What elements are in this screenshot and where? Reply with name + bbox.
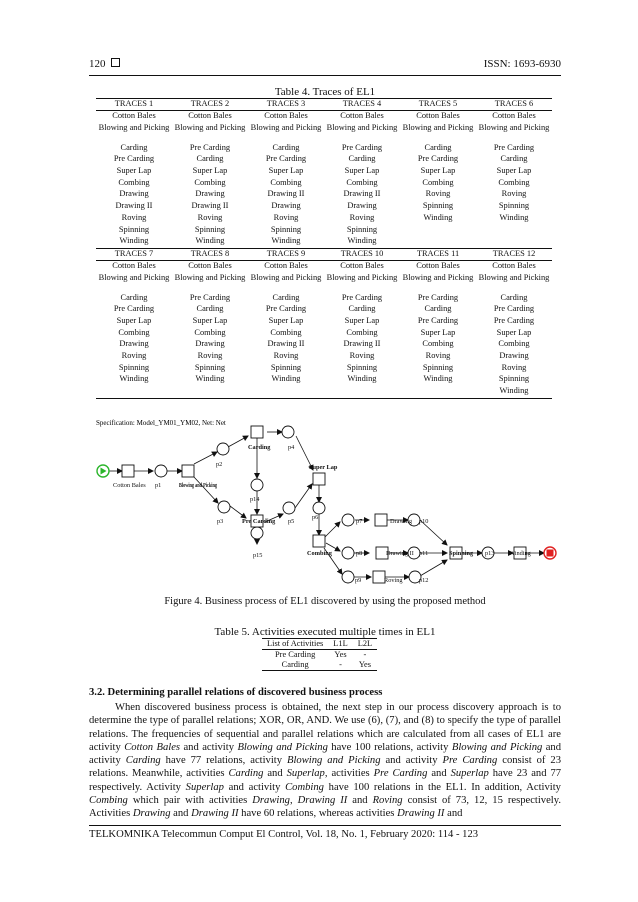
label-p8: p8	[356, 550, 363, 557]
place-p6	[313, 502, 325, 514]
activity-name: Blowing and Picking	[287, 755, 381, 767]
table4-cell: Blowing and Picking	[478, 122, 550, 132]
table4-header: TRACES 7	[96, 248, 172, 260]
table4-row	[96, 143, 552, 155]
activity-name: Superlap	[185, 781, 224, 793]
label-winding: Winding	[509, 550, 531, 557]
table4-cell: Combing	[346, 327, 378, 337]
text-run: ,	[289, 795, 298, 807]
table4-cell: Super Lap	[420, 327, 456, 337]
transition-blowing-picking	[182, 465, 194, 477]
table4-cell: Cotton Bales	[264, 260, 308, 270]
table4-cell: Pre Carding	[417, 315, 459, 325]
transition-combing	[313, 535, 325, 547]
activity-name: Combing	[285, 781, 324, 793]
table4-cell: Drawing II	[115, 201, 153, 211]
table4-cell: Spinning	[498, 201, 530, 211]
table4-cell: Super Lap	[268, 315, 304, 325]
table4-cell: Combing	[422, 177, 454, 187]
label-p9: p9	[355, 577, 362, 584]
table4-cell: Blowing and Picking	[402, 122, 474, 132]
footer-rule	[89, 825, 561, 826]
activity-name: Drawing II	[191, 808, 239, 820]
table4-cell: Roving	[349, 212, 375, 222]
table4-cell	[476, 225, 552, 237]
net-labels	[113, 444, 532, 584]
table4-cell: Pre Carding	[265, 154, 307, 164]
table4-cell: Cotton Bales	[188, 111, 232, 120]
table4-cell: Spinning	[118, 224, 150, 234]
label-p6: p6	[312, 514, 319, 521]
activity-name: Cotton Bales	[124, 741, 181, 753]
table4-cell: Spinning	[422, 362, 454, 372]
label-p10: p10	[419, 518, 429, 525]
transition-carding	[251, 426, 263, 438]
table4-row	[96, 213, 552, 225]
table4-cell: Cotton Bales	[492, 111, 536, 120]
table4-header-row	[96, 99, 552, 111]
table4-cell: Winding	[499, 212, 529, 222]
label-p1: p1	[155, 482, 162, 489]
table4-cell: Drawing II	[267, 339, 305, 349]
place-p3	[218, 501, 230, 513]
header-rule	[89, 75, 561, 76]
table4-cell: Roving	[501, 362, 527, 372]
table4-cell: Blowing and Picking	[174, 122, 246, 132]
text-run: , activities	[324, 768, 374, 780]
table4-cell: Cotton Bales	[112, 260, 156, 270]
stop-icon	[547, 550, 554, 557]
table4-cell: Blowing and Picking	[478, 272, 550, 282]
table4-cell: Blowing and Picking	[402, 272, 474, 282]
table4-cell	[96, 386, 172, 398]
table4-cell: Drawing	[195, 339, 225, 349]
table4-caption: Table 4. Traces of EL1	[274, 86, 376, 98]
issn: ISSN: 1693-6930	[483, 58, 561, 70]
table5-caption: Table 5. Activities executed multiple times in EL1	[214, 626, 436, 638]
table4-cell: Roving	[197, 212, 223, 222]
table4-cell: Cotton Bales	[492, 260, 536, 270]
table4-cell: Pre Carding	[341, 142, 383, 152]
table4-cell: Pre Carding	[493, 304, 535, 314]
net-places	[97, 426, 556, 583]
table4-cell: Winding	[347, 374, 377, 384]
table4-cell	[248, 386, 324, 398]
table4-cell: Winding	[119, 374, 149, 384]
table4-row	[96, 260, 552, 272]
activity-name: Carding	[228, 768, 264, 780]
table4-cell: Drawing II	[191, 201, 229, 211]
table4-header: TRACES 11	[400, 248, 476, 260]
text-run: and	[170, 808, 192, 820]
table4-cell: Spinning	[194, 362, 226, 372]
label-super-lap: Super Lap	[309, 464, 338, 471]
petri-net-svg	[89, 414, 569, 589]
table4-cell: Combing	[498, 177, 530, 187]
table4-cell: Pre Carding	[417, 292, 459, 302]
table4-header: TRACES 4	[324, 99, 400, 111]
table4-row	[96, 236, 552, 248]
label-p13: p13	[485, 550, 495, 557]
table5-header: List of Activities	[262, 639, 328, 650]
table4-cell: Combing	[118, 177, 150, 187]
table4-cell: Carding	[196, 154, 224, 164]
table4-cell: Drawing	[271, 201, 301, 211]
text-run: and	[427, 768, 451, 780]
table4-row	[96, 123, 552, 143]
place-p1	[155, 465, 167, 477]
table4-cell: Combing	[422, 339, 454, 349]
table4-cell	[172, 386, 248, 398]
page-header	[89, 58, 561, 74]
table4-cell: Spinning	[346, 362, 378, 372]
table4-cell: Cotton Bales	[340, 111, 384, 120]
table4-cell: Spinning	[270, 224, 302, 234]
table4-row	[96, 273, 552, 293]
table4-cell: Super Lap	[496, 327, 532, 337]
activity-name: Pre Carding	[373, 768, 428, 780]
table4-cell: Drawing	[119, 339, 149, 349]
table4-header: TRACES 6	[476, 99, 552, 111]
body-paragraph	[89, 701, 561, 821]
table4-cell: Combing	[346, 177, 378, 187]
table4-cell: Winding	[248, 236, 324, 248]
table4-cell: Carding	[424, 142, 452, 152]
label-blowing-and: Blowing and Picking	[179, 482, 218, 489]
label-pre-carding: Pre Carding	[242, 518, 276, 525]
table4-row	[96, 178, 552, 190]
text-run: and	[263, 768, 287, 780]
table4-cell	[400, 225, 476, 237]
table4-row	[96, 328, 552, 340]
table4-cell: Winding	[172, 236, 248, 248]
table4-cell: Winding	[423, 212, 453, 222]
transition-drawing	[375, 514, 387, 526]
table4-cell: Roving	[501, 189, 527, 199]
label-p15: p15	[253, 552, 263, 559]
table4-cell: Super Lap	[116, 166, 152, 176]
table4-cell: Pre Carding	[417, 154, 459, 164]
table5-cell: Pre Carding	[275, 650, 316, 659]
text-run: consist of 73, 12, 15 respectively. Activities	[89, 795, 561, 820]
label-p7: p7	[356, 518, 363, 525]
page-number: 120	[89, 58, 120, 70]
table4-cell: Spinning	[422, 201, 454, 211]
label-spinning: Spinning	[449, 550, 474, 557]
table4-cell: Roving	[349, 351, 375, 360]
text-run: have 23 and 77 respectively. Activity	[89, 768, 562, 793]
table4-header: TRACES 9	[248, 248, 324, 260]
table4-cell: Roving	[273, 212, 299, 222]
label-carding: Carding	[248, 444, 271, 451]
table4-header-row	[96, 248, 552, 260]
label-p14: p14	[250, 496, 260, 503]
table4-cell: Combing	[498, 339, 530, 349]
table4-cell: Super Lap	[420, 166, 456, 176]
table4-cell: Winding	[324, 236, 400, 248]
table4-cell: Spinning	[270, 362, 302, 372]
table4-cell: Carding	[424, 304, 452, 314]
table4-cell: Winding	[96, 236, 172, 248]
table4-cell: Winding	[195, 374, 225, 384]
text-run: and activity	[89, 741, 562, 767]
table4-cell: Roving	[273, 351, 299, 360]
table4-cell: Super Lap	[496, 166, 532, 176]
text-run: and activity	[380, 755, 443, 767]
activity-name: Superlap	[286, 768, 325, 780]
table4-cell: Cotton Bales	[188, 260, 232, 270]
activity-name: Drawing	[132, 808, 171, 820]
activity-name: Blowing and Picking	[237, 741, 328, 753]
table4-cell: Blowing and Picking	[98, 122, 170, 132]
activity-name: Drawing II	[397, 808, 445, 820]
table4-cell	[324, 386, 400, 398]
label-drawing-ii: Drawing II	[386, 550, 414, 557]
activity-name: Combing	[89, 795, 128, 807]
table4-cell: Pre Carding	[113, 154, 155, 164]
table4-cell	[400, 236, 476, 248]
table4-cell: Carding	[120, 142, 148, 152]
page-footer: TELKOMNIKA Telecommun Comput El Control, Vol. 18, No. 1, February 2020: 114 - 123	[89, 829, 479, 840]
table4-header: TRACES 3	[248, 99, 324, 111]
text-run: When discovered business process is obtained, the next step in our process discovery approach is to determine the type of parallel relations; XOR, OR, AND. We use (6), (7), and (8) to specify the type of parallel relations. The frequencies of sequential and parallel relations which are calculated from all cases of EL1 are activity	[89, 702, 561, 753]
place-p7	[342, 514, 354, 526]
activity-name: Blowing and Picking	[451, 741, 543, 753]
table5-header-row	[262, 639, 377, 650]
table5-cell: Yes	[334, 650, 347, 659]
table4-cell	[476, 236, 552, 248]
table4-cell: Winding	[476, 386, 552, 398]
table4-cell: Winding	[271, 374, 301, 384]
table4-cell: Cotton Bales	[416, 260, 460, 270]
text-run: consist of 23 relations. Meanwhile, activities	[89, 755, 562, 780]
table4-cell: Spinning	[498, 374, 530, 384]
figure4-petri-net	[89, 414, 569, 589]
table5-cell: Yes	[353, 660, 377, 671]
table4-header: TRACES 2	[172, 99, 248, 111]
table4-cell: Carding	[500, 292, 528, 302]
table4-row	[96, 293, 552, 305]
text-run: and	[444, 808, 463, 820]
table4-cell: Carding	[348, 154, 376, 164]
place-p9	[342, 571, 354, 583]
table4-cell: Drawing	[347, 201, 377, 211]
table4-cell: Combing	[194, 177, 226, 187]
label-cotton-bales: Cotton Bales	[113, 482, 146, 489]
table4-cell: Drawing	[195, 189, 225, 199]
table4-cell: Drawing II	[343, 339, 381, 349]
table4-row	[96, 339, 552, 351]
table4-cell: Cotton Bales	[112, 111, 156, 120]
text-run: have 60 relations, whereas activities	[238, 808, 398, 820]
text-run: have 100 relations in the EL1. In addition, Activity	[323, 781, 561, 793]
table4-cell: Pre Carding	[493, 142, 535, 152]
table4-cell: Pre Carding	[189, 292, 231, 302]
table4-row	[96, 304, 552, 316]
table4-header: TRACES 5	[400, 99, 476, 111]
table4-row	[96, 154, 552, 166]
table4-cell: Roving	[425, 189, 451, 199]
label-p4: p4	[288, 444, 295, 451]
label-p12: p12	[419, 577, 429, 584]
table5	[262, 638, 377, 671]
table4-cell: Blowing and Picking	[250, 122, 322, 132]
table4-cell: Carding	[348, 304, 376, 314]
table4-cell: Combing	[270, 327, 302, 337]
table4	[96, 98, 552, 399]
text-run: have 77 relations, activity	[160, 755, 288, 767]
table4-header: TRACES 10	[324, 248, 400, 260]
activity-name: Roving	[372, 795, 403, 807]
activity-name: Carding	[125, 755, 161, 767]
table5-header: L2L	[353, 639, 377, 650]
table4-cell: Super Lap	[192, 166, 228, 176]
table4-cell: Blowing and Picking	[250, 272, 322, 282]
table4-cell: Drawing	[499, 351, 529, 360]
label-p2: p2	[216, 461, 223, 468]
table4-header: TRACES 8	[172, 248, 248, 260]
table4-cell: Pre Carding	[265, 304, 307, 314]
table4-cell: Super Lap	[344, 166, 380, 176]
activity-name: Superlap	[450, 768, 489, 780]
table4-row	[96, 351, 552, 363]
table4-cell: Roving	[121, 351, 147, 360]
label-combing: Combing	[307, 550, 332, 557]
label-drawing: Drawing	[390, 518, 413, 525]
table4-cell: Spinning	[194, 224, 226, 234]
label-p3: p3	[217, 518, 224, 525]
table4-row	[96, 225, 552, 237]
transition-cotton-bales	[122, 465, 134, 477]
figure4-caption: Figure 4. Business process of EL1 discovered by using the proposed method	[164, 596, 486, 607]
table4-cell: Drawing II	[267, 189, 305, 199]
table4-cell: Cotton Bales	[264, 111, 308, 120]
table4-cell: Spinning	[118, 362, 150, 372]
table4-cell: Blowing and Picking	[98, 272, 170, 282]
table4-cell: Combing	[194, 327, 226, 337]
table4-cell: Carding	[120, 292, 148, 302]
label-roving: Roving	[384, 577, 403, 584]
table4-cell: Spinning	[346, 224, 378, 234]
place-p8	[342, 547, 354, 559]
table5-cell: Carding	[262, 660, 328, 671]
table4-cell: Super Lap	[116, 315, 152, 325]
table4-cell: Super Lap	[344, 315, 380, 325]
table4-cell: Drawing	[119, 189, 149, 199]
table4-row	[96, 316, 552, 328]
table4-cell: Pre Carding	[341, 292, 383, 302]
activity-name: Drawing II	[297, 795, 348, 807]
transition-super-lap	[313, 473, 325, 485]
table4-cell: Combing	[118, 327, 150, 337]
label-p5: p5	[288, 518, 295, 525]
table5-row	[262, 660, 377, 671]
table5-cell: -	[363, 650, 367, 659]
table4-cell: Carding	[272, 142, 300, 152]
table4-cell: Roving	[425, 351, 451, 360]
text-run: and activity	[223, 781, 286, 793]
table4-cell: Super Lap	[268, 166, 304, 176]
place-p2	[217, 443, 229, 455]
table4-row	[96, 111, 552, 123]
table4-header: TRACES 1	[96, 99, 172, 111]
table4-cell: Pre Carding	[189, 142, 231, 152]
table4-cell: Carding	[272, 292, 300, 302]
section-heading: 3.2. Determining parallel relations of discovered business process	[89, 687, 383, 698]
table4-cell: Blowing and Picking	[174, 272, 246, 282]
table4-cell	[400, 386, 476, 398]
text-run: which pair with activities	[127, 795, 253, 807]
table4-cell: Roving	[121, 212, 147, 222]
table4-cell: Combing	[270, 177, 302, 187]
table4-cell: Drawing II	[343, 189, 381, 199]
table4-row	[96, 386, 552, 398]
table4-row	[96, 189, 552, 201]
section-body	[89, 701, 561, 821]
activity-name: Drawing	[252, 795, 290, 807]
table4-cell: Carding	[500, 154, 528, 164]
place-p4	[282, 426, 294, 438]
square-icon	[111, 58, 120, 67]
table4-cell: Blowing and Picking	[326, 272, 398, 282]
table4-row	[96, 166, 552, 178]
table5-cell: -	[328, 660, 352, 671]
place-p5	[283, 502, 295, 514]
table5-header: L1L	[328, 639, 352, 650]
table4-cell: Cotton Bales	[416, 111, 460, 120]
net-spec: Specification: Model_YM01_YM02, Net: Net	[96, 419, 226, 427]
place-p15	[251, 527, 263, 539]
text-run: have 100 relations, activity	[327, 741, 452, 753]
place-p14	[251, 479, 263, 491]
table4-row	[96, 363, 552, 375]
table4-cell: Pre Carding	[113, 304, 155, 314]
table5-row	[262, 650, 377, 661]
text-run: and	[347, 795, 373, 807]
table4-cell: Super Lap	[192, 315, 228, 325]
activity-name: Pre Carding	[442, 755, 498, 767]
table4-header: TRACES 12	[476, 248, 552, 260]
table4-cell: Blowing and Picking	[326, 122, 398, 132]
text-run: and activity	[180, 741, 238, 753]
table4-cell: Cotton Bales	[340, 260, 384, 270]
table4-row	[96, 201, 552, 213]
table4-cell: Carding	[196, 304, 224, 314]
table4-cell: Winding	[423, 374, 453, 384]
label-p11: p11	[419, 550, 429, 557]
table4-cell: Pre Carding	[493, 315, 535, 325]
table4-row	[96, 374, 552, 386]
table4-cell: Roving	[197, 351, 223, 360]
